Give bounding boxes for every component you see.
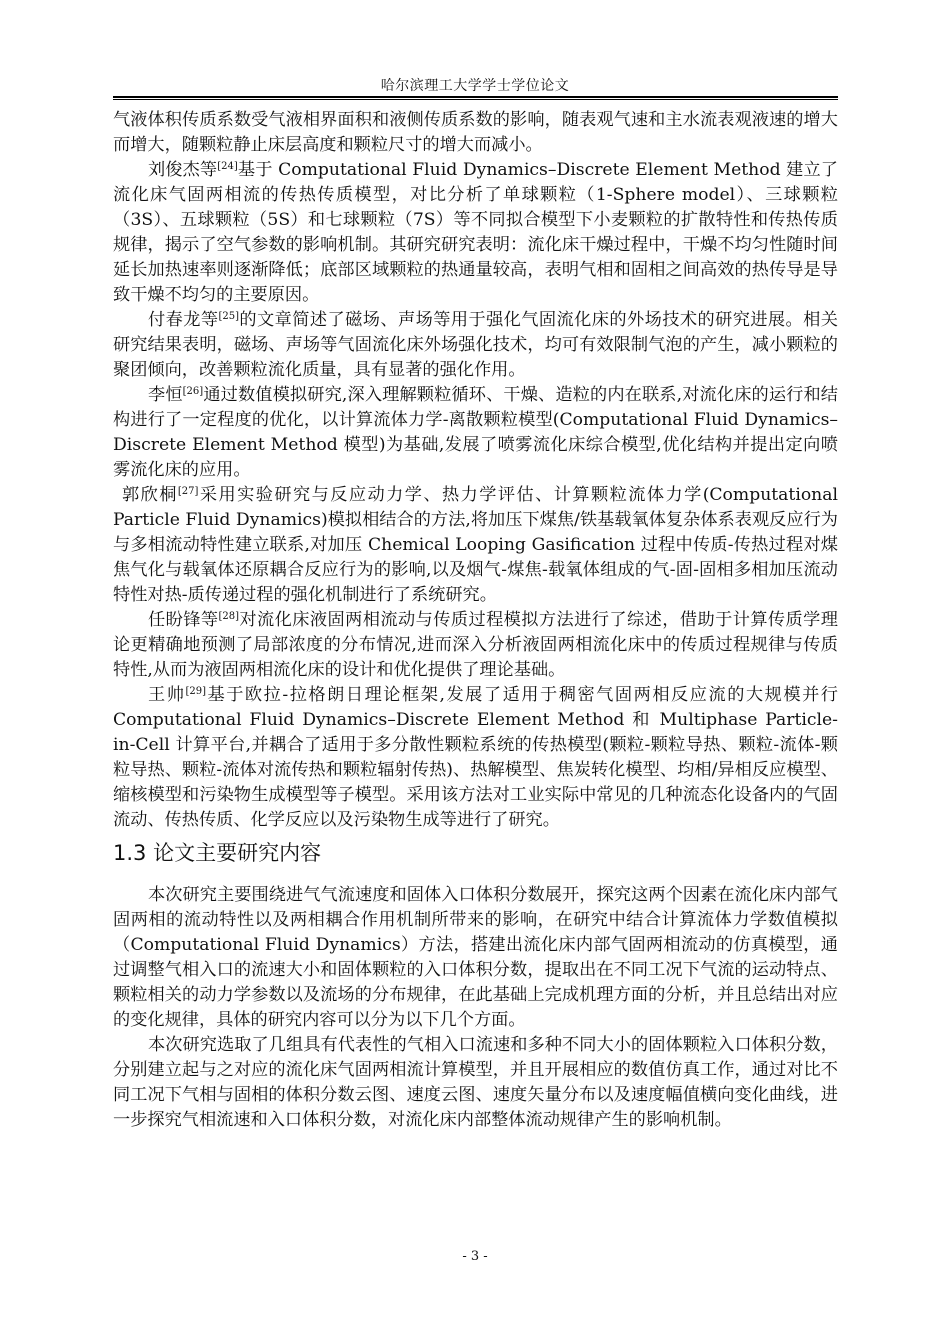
paragraph — [113, 608, 838, 683]
paragraph-text: 本次研究选取了几组具有代表性的气相入口流速和多种不同大小的固体颗粒入口体积分数，分别建立起与之对应的流化床气固两相流计算模型，并且开展相应的数值仿真工作，通过对比不同工况下气相与固相的体积分数云图、速度云图、速度矢量分布以及速度幅值横向变化曲线，进一步探究气相流速和入口体积分数，对流化床内部整体流动规律产生的影响机制。 — [113, 1035, 838, 1130]
citation-ref: [24] — [217, 161, 238, 172]
author-name: 付春龙等 — [148, 310, 219, 330]
section-heading: 1.3 论文主要研究内容 — [113, 841, 322, 865]
author-name: 郭欣桐 — [122, 485, 178, 505]
paragraph-text: 对流化床液固两相流动与传质过程模拟方法进行了综述，借助于计算传质学理论更精确地预测了局部浓度的分布情况,进而深入分析液固两相流化床中的传质过程规律与传质特性,从而为液固两相流化床的设计和优化提供了理论基础。 — [113, 610, 838, 680]
author-name: 任盼锋等 — [148, 610, 219, 630]
paragraph-text: 基于 Computational Fluid Dynamics–Discrete Element Method 建立了流化床气固两相流的传热传质模型，对比分析了单球颗粒（1-Sphere model）、三球颗粒（3S）、五球颗粒（5S）和七球颗粒（7S）等不同拟合模型下小麦颗粒的扩散特性和传热传质规律，揭示了空气参数的影响机制。其研究研究表明：流化床干燥过程中，干燥不均匀性随时间延长加热速率则逐渐降低；底部区域颗粒的热通量较高，表明气相和固相之间高效的热传导是导致干燥不均匀的主要原因。 — [113, 160, 838, 305]
citation-ref: [28] — [218, 611, 239, 622]
paragraph — [113, 158, 838, 308]
paragraph-text: 的文章简述了磁场、声场等用于强化气固流化床的外场技术的研究进展。相关研究结果表明，磁场、声场等气固流化床外场强化技术，均可有效限制气泡的产生，减小颗粒的聚团倾向，改善颗粒流化质量，具有显著的强化作用。 — [113, 310, 838, 380]
paragraph — [113, 1033, 838, 1133]
paragraph-text: 通过数值模拟研究,深入理解颗粒循环、干燥、造粒的内在联系,对流化床的运行和结构进行了一定程度的优化，以计算流体力学-离散颗粒模型(Computational Fluid Dynamics–Discrete Element Method 模型)为基础,发展了喷雾流化床综合模型,优化结构并提出定向喷雾流化床的应用。 — [113, 385, 838, 480]
author-name: 李恒 — [148, 385, 183, 405]
citation-ref: [25] — [218, 311, 239, 322]
page-number: - 3 - — [462, 1249, 488, 1264]
paragraph — [113, 308, 838, 383]
paragraph — [113, 883, 838, 1033]
author-name: 王帅 — [148, 685, 186, 705]
citation-ref: [29] — [185, 686, 206, 697]
paragraph-text: 基于欧拉-拉格朗日理论框架,发展了适用于稠密气固两相反应流的大规模并行 Computational Fluid Dynamics–Discrete Element Method 和 Multiphase Particle-in-Cell 计算平台,并耦合了适用于多分散性颗粒系统的传热模型(颗粒-颗粒导热、颗粒-流体-颗粒导热、颗粒-流体对流传热和颗粒辐射传热)、热解模型、焦炭转化模型、均相/异相反应模型、缩核模型和污染物生成模型等子模型。采用该方法对工业实际中常见的几种流态化设备内的气固流动、传热传质、化学反应以及污染物生成等进行了研究。 — [113, 685, 838, 830]
running-header: 哈尔滨理工大学学士学位论文 — [380, 78, 570, 94]
page-body — [113, 108, 838, 1133]
citation-ref: [26] — [182, 386, 204, 397]
paragraph — [113, 483, 838, 608]
citation-ref: [27] — [177, 486, 199, 497]
paragraph — [113, 683, 838, 833]
paragraph — [113, 383, 838, 483]
paragraph-text: 本次研究主要围绕进气气流速度和固体入口体积分数展开，探究这两个因素在流化床内部气固两相的流动特性以及两相耦合作用机制所带来的影响，在研究中结合计算流体力学数值模拟（Computational Fluid Dynamics）方法，搭建出流化床内部气固两相流动的仿真模型，通过调整气相入口的流速大小和固体颗粒的入口体积分数，提取出在不同工况下气流的运动特点、颗粒相关的动力学参数以及流场的分布规律，在此基础上完成机理方面的分析，并且总结出对应的变化规律，具体的研究内容可以分为以下几个方面。 — [113, 885, 838, 1030]
paragraph — [113, 108, 838, 158]
paragraph-text: 气液体积传质系数受气液相界面积和液侧传质系数的影响，随表观气速和主水流表观液速的增大而增大，随颗粒静止床层高度和颗粒尺寸的增大而减小。 — [113, 110, 838, 155]
header-rule — [113, 96, 838, 100]
author-name: 刘俊杰等 — [148, 160, 218, 180]
paragraph-text: 采用实验研究与反应动力学、热力学评估、计算颗粒流体力学(Computational Particle Fluid Dynamics)模拟相结合的方法,将加压下煤焦/铁基载氧体复杂体系表观反应行为与多相流动特性建立联系,对加压 Chemical Looping Gasification 过程中传质-传热过程对煤焦气化与载氧体还原耦合反应行为的影响,以及烟气-煤焦-载氧体组成的气-固-固相多相加压流动特性对热-质传递过程的强化机制进行了系统研究。 — [113, 485, 838, 605]
